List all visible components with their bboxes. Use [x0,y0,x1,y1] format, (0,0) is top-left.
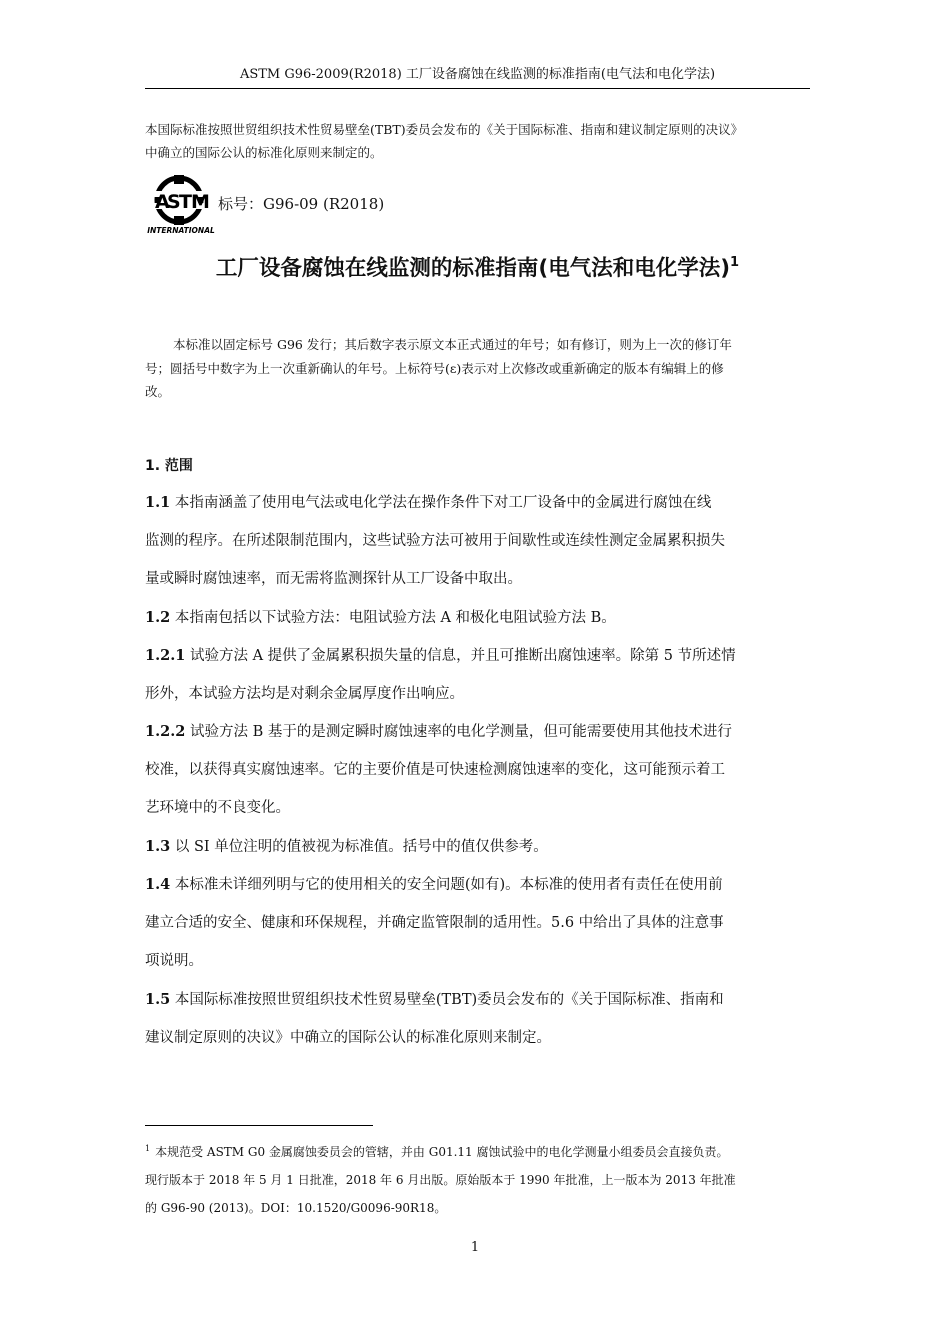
paragraph-number: 1.2 [145,609,171,626]
paragraph-line: 以 SI 单位注明的值被视为标准值。括号中的值仅供参考。 [174,839,548,855]
running-header: ASTM G96-2009(R2018) 工厂设备腐蚀在线监测的标准指南(电气法和电化学法) [239,67,716,82]
footnote-line: 本规范受 ASTM G0 金属腐蚀委员会的管辖，并由 G01.11 腐蚀试验中的电化学测量小组委员会直接负责。 [155,1145,729,1159]
intro-line: 本国际标准按照世贸组织技术性贸易壁垒(TBT)委员会发布的《关于国际标准、指南和建议制定原则的决议》 [145,122,744,137]
paragraph-number: 1.2.1 [145,647,186,664]
note-line: 号；圆括号中数字为上一次重新确认的年号。上标符号(ε)表示对上次修改或重新确定的版本有编辑上的修 [145,360,724,376]
footnote-marker: 1 [145,1144,151,1153]
paragraph-number: 1.2.2 [145,723,186,740]
note-line: 改。 [145,384,171,399]
intro-statement [145,118,810,164]
paragraph-line: 形外，本试验方法均是对剩余金属厚度作出响应。 [145,686,464,702]
svg-text:S: S [167,191,181,213]
footnote-rule [145,1125,373,1126]
svg-text:T: T [179,191,192,213]
paragraph-line: 试验方法 A 提供了金属累积损失量的信息，并且可推断出腐蚀速率。除第 5 节所述情 [189,648,736,664]
logo-text: INTERNATIONAL [147,226,215,235]
footnote-line: 现行版本于 2018 年 5 月 1 日批准，2018 年 6 月出版。原始版本于 1990 年批准，上一版本为 2013 年批准 [145,1173,736,1187]
paragraph-line: 本指南涵盖了使用电气法或电化学法在操作条件下对工厂设备中的金属进行腐蚀在线 [174,495,712,511]
paragraph-line: 校准，以获得真实腐蚀速率。它的主要价值是可快速检测腐蚀速率的变化，这可能预示着工 [145,762,725,778]
paragraph-line: 试验方法 B 基于的是测定瞬时腐蚀速率的电化学测量，但可能需要使用其他技术进行 [189,724,732,740]
paragraph-line: 量或瞬时腐蚀速率，而无需将监测探针从工厂设备中取出。 [145,571,522,587]
paragraph-line: 本指南包括以下试验方法：电阻试验方法 A 和极化电阻试验方法 B。 [174,610,616,626]
paragraph-line: 监测的程序。在所述限制范围内，这些试验方法可被用于间歇性或连续性测定金属累积损失 [145,533,725,549]
astm-logo [146,175,216,235]
note-line: 本标准以固定标号 G96 发行；其后数字表示原文本正式通过的年号；如有修订，则为上一次的修订年 [173,337,732,352]
paragraph-line: 本国际标准按照世贸组织技术性贸易壁垒(TBT)委员会发布的《关于国际标准、指南和 [174,992,724,1008]
paragraph-number: 1.1 [145,494,171,511]
paragraph-line: 艺环境中的不良变化。 [145,800,290,816]
paragraph-line: 建议制定原则的决议》中确立的国际公认的标准化原则来制定。 [145,1030,551,1046]
paragraph-number: 1.4 [145,876,171,893]
astm-logo-icon [146,175,216,235]
paragraph-line: 本标准未详细列明与它的使用相关的安全问题(如有)。本标准的使用者有责任在使用前 [174,877,723,893]
paragraph-line: 建立合适的安全、健康和环保规程，并确定监管限制的适用性。5.6 中给出了具体的注意事 [145,915,724,931]
title-footnote-marker: 1 [730,255,740,270]
document-title [145,253,810,285]
paragraph-line: 项说明。 [145,953,203,969]
svg-text:A: A [155,191,170,213]
footnote-line: 的 G96-90 (2013)。DOI：10.1520/G0096-90R18。 [145,1201,447,1215]
section-heading: 1. 范围 [145,458,193,474]
paragraph-number: 1.5 [145,991,171,1008]
paragraph-number: 1.3 [145,838,171,855]
designation: 标号：G96-09 (R2018) [218,195,385,213]
header-rule [145,88,810,89]
svg-text:M: M [191,191,210,213]
page-number: 1 [470,1240,480,1255]
title-text: 工厂设备腐蚀在线监测的标准指南(电气法和电化学法) [215,256,731,281]
standard-note [145,333,810,404]
intro-line: 中确立的国际公认的标准化原则来制定的。 [145,145,383,160]
